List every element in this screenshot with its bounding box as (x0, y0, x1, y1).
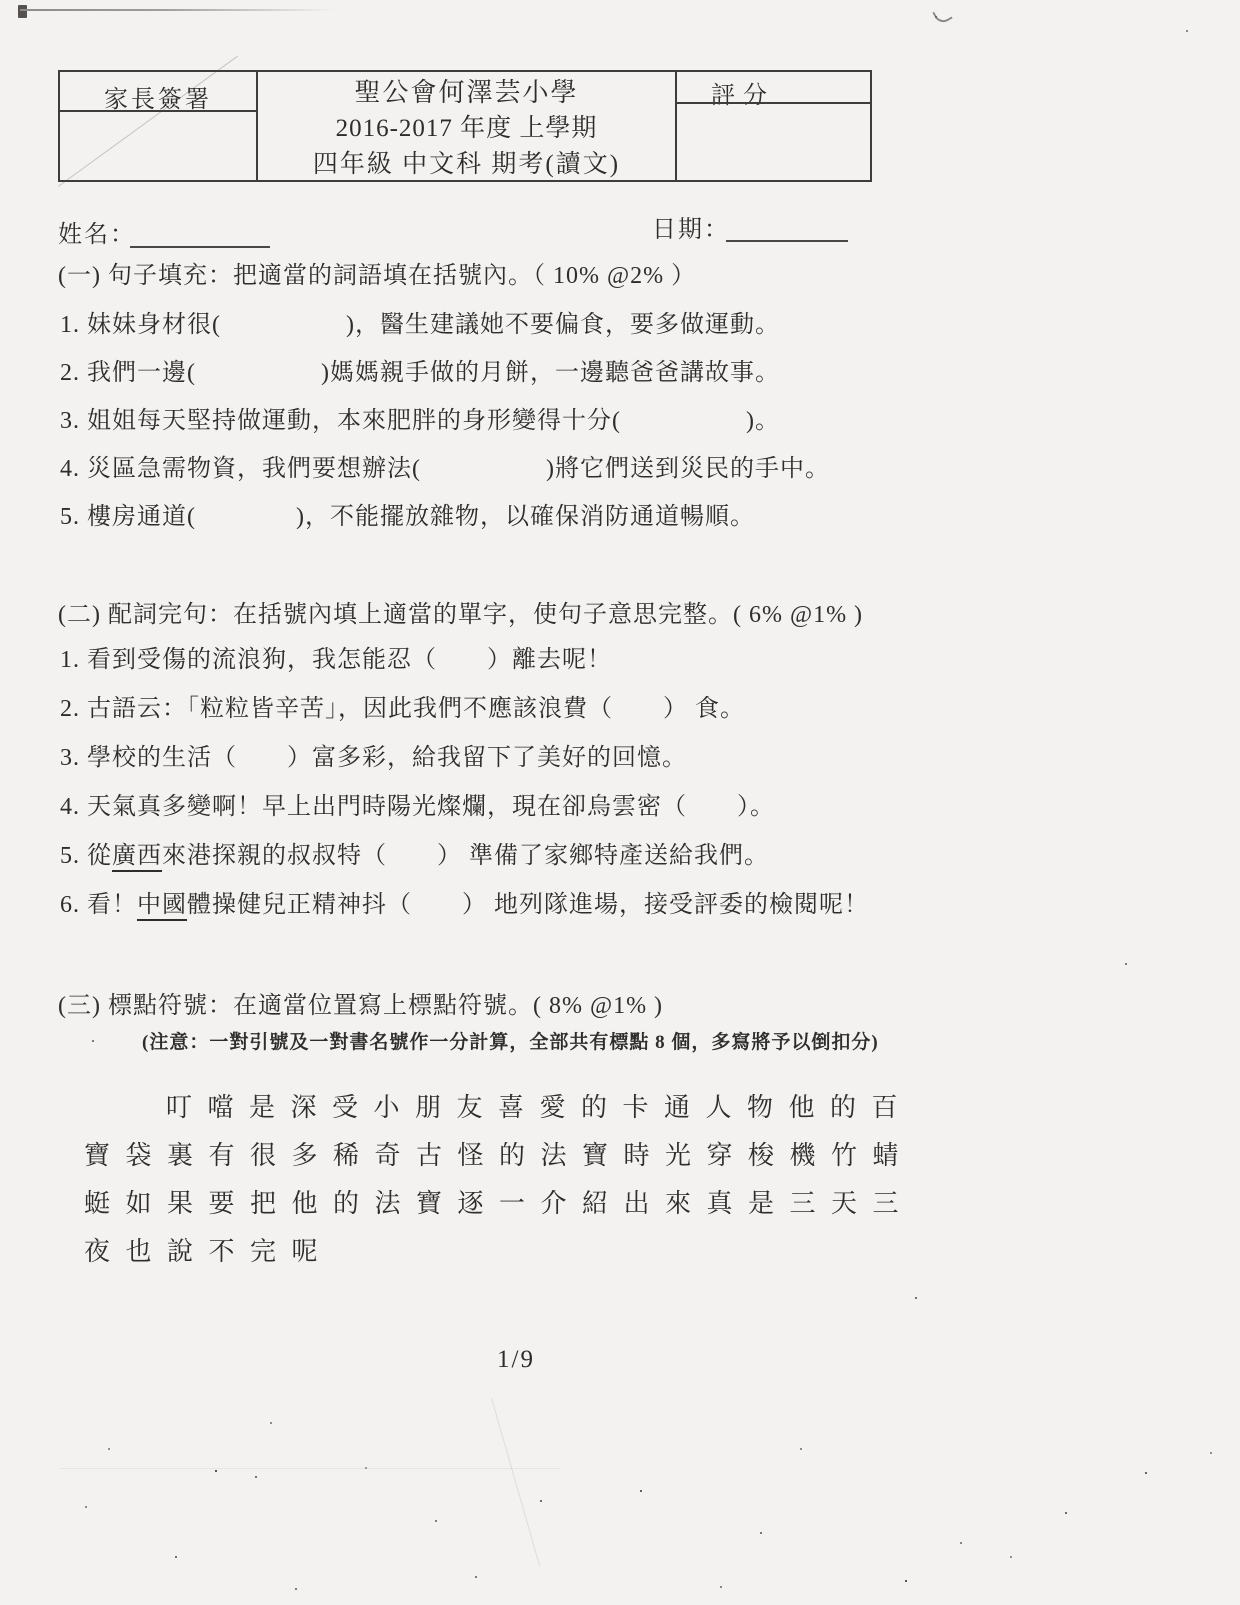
question-row (60, 397, 830, 445)
section-2-questions (60, 636, 869, 930)
punctuation-paragraph (84, 1084, 1064, 1276)
text-segment: 蜓如果要把他的法寶逐一介紹出來真是三天三 (84, 1189, 915, 1218)
text-segment: 2. 古語云：「粒粒皆辛苦」，因此我們不應該浪費（ ） 食。 (60, 696, 745, 722)
text-segment: 夜也說不完呢 (84, 1237, 334, 1266)
text-segment: 6. 看！ (60, 892, 137, 918)
question-row (60, 832, 869, 881)
date-blank-line (726, 240, 848, 242)
section-3-heading: (三) 標點符號：在適當位置寫上標點符號。( 8% @1% ) (58, 993, 664, 1019)
scan-mark-tick (18, 5, 27, 18)
question-row (60, 445, 830, 493)
page-number: 1/9 (497, 1346, 535, 1373)
score-divider (677, 102, 870, 104)
text-segment: 1. 看到受傷的流浪狗，我怎能忍（ ）離去呢！ (60, 647, 612, 673)
text-segment: 體操健兒正精神抖（ ） 地列隊進場，接受評委的檢閱呢！ (187, 892, 869, 918)
year-term: 2016-2017 年度 上學期 (335, 115, 598, 142)
text-segment: 3. 學校的生活（ ）富多彩，給我留下了美好的回憶。 (60, 745, 687, 771)
text-segment: 3. 姐姐每天堅持做運動，本來肥胖的身形變得十分( )。 (60, 408, 780, 434)
scan-dust-specks (0, 0, 2, 2)
scan-mark-line (20, 9, 335, 11)
text-segment: 5. 從 (60, 843, 112, 869)
paragraph-line (84, 1084, 1064, 1132)
parent-signature-divider (60, 110, 256, 112)
exam-title: 四年級 中文科 期考(讀文) (312, 151, 621, 178)
text-segment: 5. 樓房通道( )，不能擺放雜物，以確保消防通道暢順。 (60, 504, 755, 530)
text-segment: 2. 我們一邊( )媽媽親手做的月餅，一邊聽爸爸講故事。 (60, 360, 780, 386)
text-segment: 4. 天氣真多變啊！早上出門時陽光燦爛，現在卻烏雲密（ ）。 (60, 794, 775, 820)
paragraph-line (84, 1180, 1064, 1228)
parent-signature-label: 家長簽署 (104, 87, 212, 113)
header-table (58, 70, 872, 182)
text-segment: 寶袋裏有很多稀奇古怪的法寶時光穿梭機竹蜻 (84, 1141, 915, 1170)
text-segment: 來港探親的叔叔特（ ） 準備了家鄉特產送給我們。 (162, 843, 769, 869)
section-2-heading: (二) 配詞完句：在括號內填上適當的單字，使句子意思完整。( 6% @1% ) (58, 602, 864, 628)
underlined-term: 廣西 (112, 843, 162, 872)
question-row (60, 734, 869, 783)
scan-mark-squiggle (932, 5, 952, 25)
section-3-note: (注意：一對引號及一對書名號作一分計算，全部共有標點 8 個，多寫將予以倒扣分) (142, 1032, 879, 1053)
question-row (60, 881, 869, 930)
question-row (60, 301, 830, 349)
date-label: 日期： (652, 217, 730, 243)
question-row (60, 493, 830, 541)
school-name: 聖公會何澤芸小學 (354, 78, 579, 107)
scan-faint-rule (60, 1468, 560, 1469)
question-row (60, 783, 869, 832)
paragraph-line (84, 1228, 1064, 1276)
name-label: 姓名： (58, 222, 136, 248)
section-1-questions (60, 301, 830, 541)
question-row (60, 349, 830, 397)
scan-crease-bottom (491, 1398, 540, 1566)
section-1-heading: (一) 句子填充：把適當的詞語填在括號內。（ 10% @2% ） (58, 263, 697, 289)
exam-title-cell (258, 72, 677, 180)
text-segment: 4. 災區急需物資，我們要想辦法( )將它們送到災民的手中。 (60, 456, 830, 482)
parent-signature-cell (60, 72, 258, 180)
text-segment: 叮噹是深受小朋友喜愛的卡通人物他的百 (166, 1093, 914, 1122)
name-blank-line (130, 246, 270, 248)
text-segment: 1. 妹妹身材很( )，醫生建議她不要偏食，要多做運動。 (60, 312, 780, 338)
question-row (60, 636, 869, 685)
paragraph-line (84, 1132, 1064, 1180)
question-row (60, 685, 869, 734)
score-cell (677, 72, 870, 180)
underlined-term: 中國 (137, 892, 187, 921)
score-label: 評分 (711, 83, 775, 109)
